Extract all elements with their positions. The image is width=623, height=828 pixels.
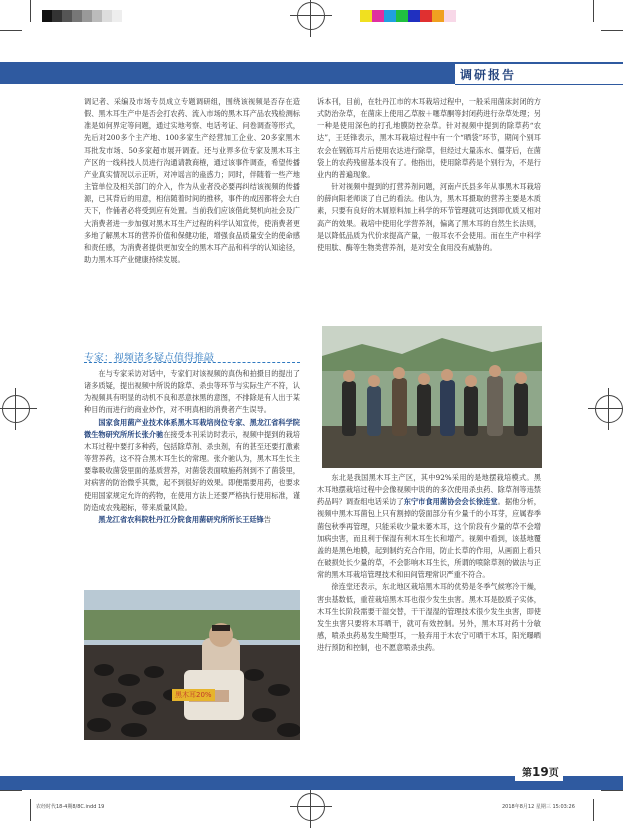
paragraph: 徐连堂还表示，东北地区栽培黑木耳的优势是冬季气候寒冷干燥，害虫基数低，重茬栽培黑木耳也很少发生虫害。黑木耳是胶质子实体，木耳生长阶段需要干湿交替，干干湿湿的管理技术很少发生虫害，即使发生虫害只要将木耳晒干，就可有效控制。另外，黑木耳对药十分敏感，喷杀虫药易发生畸型耳，一般弃用于木农宁可晒干木耳，阳光曝晒进行预防和控制，也不愿意喷杀虫药。: [317, 582, 541, 653]
page-prefix: 第: [522, 768, 532, 779]
paragraph-text: 。据他分析，视频中黑木耳菌包上只有割掉的袋面部分有少量千的小耳芽，应属春季菌包秋季再管理，只能采收少量未萎木耳，这个阶段有少量的草不会增加病虫害，而且利于保湿有利木耳生长和增产。视频中看到，该基地覆盖的是黑色地膜，起到制约充合作用，防止长草的作用，从画面上看只在破损处长少量的草，不会影响木耳生长，所谓的喷除草剂的做法与正常的黑木耳栽培管理技术和田间管理常识严重不符合。: [317, 497, 541, 580]
paragraph: [84, 417, 300, 514]
page-number-value: 19: [532, 765, 549, 779]
photo-illustration: [84, 590, 300, 740]
paragraph: [84, 514, 300, 526]
left-column-top: [84, 96, 300, 266]
left-column-bottom: [84, 368, 300, 526]
right-column-bottom: [317, 472, 541, 654]
slug-date: 2018年8月12 星期三 15:03:26: [502, 804, 575, 810]
slug-file: 农经时代18-4期8/8C.indd 19: [36, 804, 105, 810]
page-suffix: 页: [548, 768, 559, 779]
registration-mark-right: [595, 395, 623, 423]
photo-illustration: [322, 326, 542, 468]
right-column-top: [317, 96, 541, 254]
paragraph-text: 告: [263, 514, 271, 524]
paragraph: 针对视频中提到的打营养剂问题，河南卢氏县多年从事黑木耳栽培的薛向阳老师谈了自己的看法。他认为，黑木耳摄取的营养主要是木质素，只要有良好的木屑原料加上科学的环节管理就可达到即优质又相对高产的效果。栽培中使用化学营养剂，偏离了黑木耳的自然生长法则，是以降低品质为代价求提高产量，一般耳农不会使用。而在生产中科学使用肽、酶等生物类营养剂，是对安全食用没有威胁的。: [317, 182, 541, 252]
paragraph: [317, 472, 541, 581]
photo-mushroom-inspection: [84, 590, 300, 740]
section-title: 调研报告: [460, 68, 517, 82]
paragraph-text: 在接受本刊采访时表示，视频中提到的栽培木耳过程中要打多种药，包括除草剂、杀虫剂，有的甚至还要打激素等营养药，这不符合黑木耳生长的常理。张介驰认为，黑木耳生长主要靠吸收菌袋里面的基质营养，对菌袋表面喷施药剂到不了菌袋里，对病害的防治微乎其微，起不到很好的效果。即便需要用药，也要求使用国家规定允许的药物，在使用方法上还要严格执行使用标准，谨防造成农残超标，带来质量风险。: [84, 429, 300, 512]
section-subheading: 专家：视频诸多疑点值得推敲: [84, 353, 214, 364]
photo-field-survey: [322, 326, 542, 468]
registration-mark-left: [2, 395, 30, 423]
photo-badge: 黑木耳20%: [172, 689, 215, 701]
expert-name: 东宁市食用菌协会会长徐连堂: [403, 497, 498, 507]
page-number: [522, 764, 559, 779]
paragraph: 在与专家采访对话中，专家们对该视频的真伪和拍摄目的提出了诸多质疑，提出视频中所说的除草、杀虫等环节与实际生产不符，认为视频具有明显的动机不良和恶意抹黑的意图，不排除是有人出于某种目的而进行的商业炒作，对不明真相的消费者产生误导。: [84, 369, 300, 415]
expert-name: 国家食用菌产业技术体系黑木耳栽培岗位专家、黑龙江省科学院微生物研究所所长张介驰: [84, 417, 300, 439]
header-rule: [455, 84, 623, 85]
paragraph: 诉本刊，目前，在牡丹江市的木耳栽培过程中，一般采用菌床封闭的方式防治杂草，在菌床上使用乙草胺＋噻草酮等封闭药进行杂草处理；另一种是使用深色的打孔地膜防控杂草。针对视频中提到的除草药“农达”，王廷锋表示，黑木耳栽培过程中有一个“晒袋”环节，期间个别耳农会在钢筋耳片后使用农达进行除草，但经过大量冻水、僵芽后，在菌袋上的农药残留基本没有了。他指出，使用除草药是个别行为，不是行业内的普遍现象。: [317, 97, 541, 179]
paragraph: 调记者、采编及市场专员成立专题调研组，围绕该视频是否存在造假、黑木耳生产中是否会打农药、流入市场的黑木耳产品农残检测标准是如何界定等问题，通过实地考察、电话考证、问卷调查等形式，先后对200多个主产地、100多家生产经营加工企业、20多家黑木耳批发市场、50多家超市展开调查。还与业界多位专家及黑木耳主产区的一线科技人员进行沟通请教商榷，通过该事件调查，希望传播产业真实情况以示正听，对冲谣言的蛊惑力；同时，伴随着一些产地主管单位及相关部门的介入，作为从业者没必要再纠结该视频的传播源，已其背后的用意，相信随着时间的推移，事件的成因都将会大白天下，作俑者必将受到应有处置。当前我们应该借此契机向社会及广大消费者进一步加强对黑木耳生产过程的科学认知宣传，使消费者更多地了解黑木耳的营养价值和保健功能，增强食品质量安全的使命感和责任感，为消费者提供更加安全的黑木耳产品和科学的认知途径，助力黑木耳产业健康持续发展。: [84, 97, 300, 265]
registration-mark-bottom: [297, 793, 325, 821]
expert-name: 黑龙江省农科院牡丹江分院食用菌研究所所长王廷锋: [98, 514, 264, 524]
paragraph-text: 东北是我国黑木耳主产区，其中92%采用的是地摆栽培模式。黑木耳地摆栽培过程中会像视频中说的的多次使用杀虫药、除草剂等违禁药品吗？调查组电话采访了: [317, 473, 541, 507]
registration-mark-top: [297, 2, 325, 30]
subheading-rule: [84, 362, 300, 364]
